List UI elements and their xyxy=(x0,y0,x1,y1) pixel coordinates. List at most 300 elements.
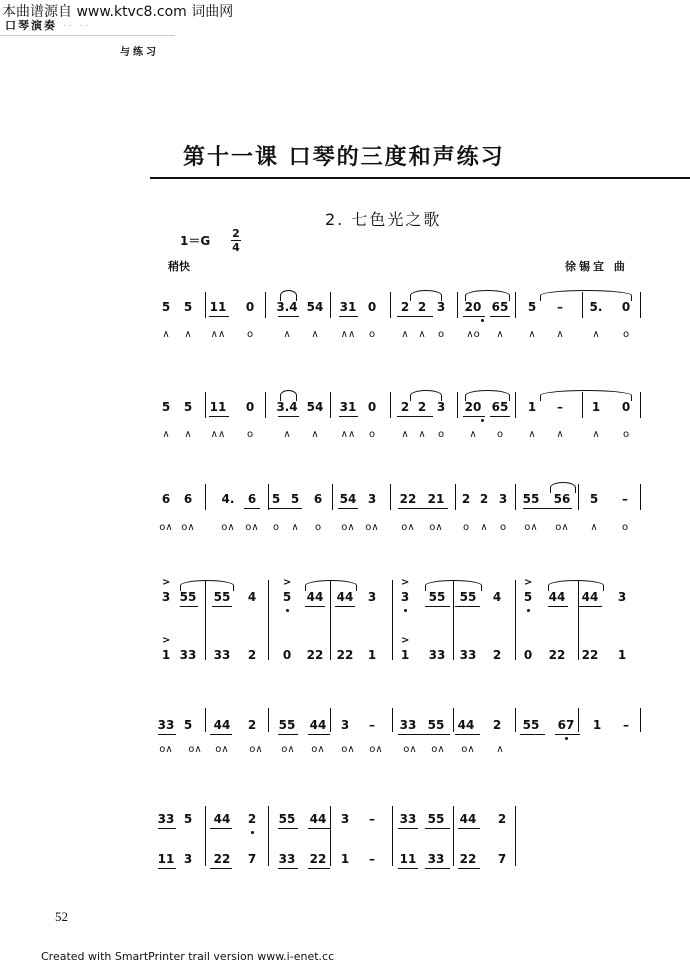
breath-mark: ∧ xyxy=(283,429,291,440)
breath-mark: 11 xyxy=(399,852,417,866)
note: 2 xyxy=(400,300,410,314)
slur-arc xyxy=(540,390,632,401)
breath-mark: 11 xyxy=(157,852,175,866)
note: 3 xyxy=(367,590,377,604)
barline xyxy=(578,708,579,732)
note: 2 xyxy=(497,812,507,826)
beam-underline xyxy=(398,734,450,735)
breath-mark: o xyxy=(621,522,629,533)
score-line-upper xyxy=(0,812,690,836)
note: 55 xyxy=(427,718,445,732)
breath-mark: 2 xyxy=(492,648,502,662)
octave-dot xyxy=(527,609,530,612)
beam-underline xyxy=(398,828,418,829)
note: 5. xyxy=(589,300,603,314)
beam-underline xyxy=(338,508,358,509)
note: 3 xyxy=(400,590,410,604)
barline xyxy=(640,292,641,318)
beam-underline xyxy=(158,868,176,869)
breath-mark: o xyxy=(272,522,280,533)
note: 44 xyxy=(336,590,354,604)
note: 31 xyxy=(339,300,357,314)
breath-mark: ∧∧ xyxy=(210,329,226,340)
title-rule xyxy=(150,177,690,179)
barline xyxy=(205,484,206,510)
key-signature: 1＝G xyxy=(180,234,211,248)
breath-mark: o∧ xyxy=(249,744,263,755)
breath-mark: 33 xyxy=(427,852,445,866)
beam-underline xyxy=(520,734,545,735)
breath-mark: o∧ xyxy=(401,522,415,533)
note: – xyxy=(369,718,375,732)
breath-mark: ∧ xyxy=(590,522,598,533)
breath-mark: o∧ xyxy=(188,744,202,755)
breath-mark: 22 xyxy=(306,648,324,662)
slur-arc xyxy=(180,580,234,591)
breath-mark: o xyxy=(246,429,254,440)
score-line-lower xyxy=(0,744,690,768)
breath-mark: ∧ xyxy=(556,329,564,340)
breath-mark: ∧ xyxy=(184,429,192,440)
note: 3.4 xyxy=(276,300,298,314)
note: 5 xyxy=(161,300,171,314)
note: 0 xyxy=(367,300,377,314)
barline xyxy=(640,708,641,732)
breath-mark: o∧ xyxy=(429,522,443,533)
beam-underline xyxy=(425,868,450,869)
beam-underline xyxy=(278,734,298,735)
breath-mark: o∧ xyxy=(341,744,355,755)
beam-underline xyxy=(158,828,176,829)
score-line-upper xyxy=(0,400,690,424)
barline xyxy=(265,292,266,318)
beam-underline xyxy=(548,606,568,607)
note: 56 xyxy=(553,492,571,506)
note: 3 xyxy=(436,300,446,314)
note: 33 xyxy=(399,718,417,732)
breath-mark: o xyxy=(246,329,254,340)
note: 3 xyxy=(340,718,350,732)
beam-underline xyxy=(209,316,229,317)
beam-underline xyxy=(398,508,448,509)
note: 54 xyxy=(306,300,324,314)
breath-mark: ∧∧ xyxy=(340,329,356,340)
beam-underline xyxy=(555,734,580,735)
score-line-upper xyxy=(0,718,690,742)
barline xyxy=(640,392,641,418)
breath-mark: ∧o xyxy=(466,329,480,340)
beam-underline xyxy=(578,606,602,607)
beam-underline xyxy=(278,416,299,417)
note: 44 xyxy=(581,590,599,604)
breath-mark: o xyxy=(368,429,376,440)
note: 65 xyxy=(491,300,509,314)
beam-underline xyxy=(425,606,450,607)
beam-underline xyxy=(455,606,480,607)
breath-mark: 33 xyxy=(213,648,231,662)
note: – xyxy=(557,300,563,314)
score-line-lower xyxy=(0,648,690,672)
beam-underline xyxy=(210,828,232,829)
accent-mark: > xyxy=(401,577,410,588)
breath-mark: o xyxy=(314,522,322,533)
note: 20 xyxy=(464,300,482,314)
score-line-upper xyxy=(0,590,690,614)
note: – xyxy=(557,400,563,414)
breath-mark: 2 xyxy=(247,648,257,662)
beam-underline xyxy=(305,606,325,607)
note: 55 xyxy=(278,718,296,732)
barline xyxy=(578,580,579,660)
octave-dot xyxy=(286,609,289,612)
note: 2 xyxy=(247,812,257,826)
note: 0 xyxy=(621,400,631,414)
note: 4. xyxy=(221,492,235,506)
note: 0 xyxy=(245,300,255,314)
tempo-marking: 稍快 xyxy=(168,260,190,273)
breath-mark: o∧ xyxy=(461,744,475,755)
note: 67 xyxy=(557,718,575,732)
breath-mark: o∧ xyxy=(369,744,383,755)
beam-underline xyxy=(455,734,480,735)
breath-mark: o∧ xyxy=(524,522,538,533)
barline xyxy=(205,292,206,318)
beam-underline xyxy=(209,416,229,417)
score-line-lower xyxy=(0,852,690,876)
breath-mark: o xyxy=(622,429,630,440)
breath-mark: 33 xyxy=(459,648,477,662)
breath-mark: ∧∧ xyxy=(340,429,356,440)
note: 5 xyxy=(523,590,533,604)
note: 55 xyxy=(522,492,540,506)
breath-mark: o∧ xyxy=(281,744,295,755)
breath-mark: o∧ xyxy=(181,522,195,533)
barline xyxy=(390,392,391,418)
time-denominator: 4 xyxy=(232,241,240,254)
octave-dot xyxy=(404,609,407,612)
beam-underline xyxy=(210,734,232,735)
note: 0 xyxy=(621,300,631,314)
accent-mark: > xyxy=(162,577,171,588)
beam-underline xyxy=(397,316,433,317)
breath-mark: ∧ xyxy=(162,429,170,440)
breath-mark: ∧ xyxy=(496,329,504,340)
breath-mark: o∧ xyxy=(221,522,235,533)
barline xyxy=(453,708,454,732)
note: 31 xyxy=(339,400,357,414)
barline xyxy=(268,806,269,866)
slur-arc xyxy=(465,290,510,301)
note: 3 xyxy=(436,400,446,414)
barline xyxy=(453,580,454,660)
barline xyxy=(578,484,579,510)
breath-mark: ∧ xyxy=(592,429,600,440)
breath-mark: o xyxy=(622,329,630,340)
slur-arc xyxy=(280,390,297,401)
note: 5 xyxy=(282,590,292,604)
note: – xyxy=(623,718,629,732)
beam-underline xyxy=(212,606,232,607)
slur-arc xyxy=(465,390,510,401)
beam-underline xyxy=(308,868,330,869)
breath-mark: 33 xyxy=(278,852,296,866)
beam-underline xyxy=(458,828,480,829)
breath-mark: o∧ xyxy=(311,744,325,755)
footer-credit: Created with SmartPrinter trail version www.i-enet.cc xyxy=(41,950,335,963)
barline xyxy=(455,484,456,510)
score-line-lower xyxy=(0,329,690,353)
beam-underline xyxy=(425,828,450,829)
note: 6 xyxy=(183,492,193,506)
note: 33 xyxy=(157,718,175,732)
beam-underline xyxy=(490,416,510,417)
breath-mark: ∧ xyxy=(528,329,536,340)
note: 6 xyxy=(247,492,257,506)
barline xyxy=(392,708,393,732)
note: 20 xyxy=(464,400,482,414)
barline xyxy=(330,392,331,418)
note: 5 xyxy=(183,718,193,732)
beam-underline xyxy=(308,828,330,829)
breath-mark: o∧ xyxy=(555,522,569,533)
note: 65 xyxy=(491,400,509,414)
barline xyxy=(390,484,391,510)
score-line-upper xyxy=(0,492,690,516)
breath-mark: 22 xyxy=(581,648,599,662)
note: 5 xyxy=(183,812,193,826)
header-line2: 与练习 xyxy=(120,47,159,58)
note: 11 xyxy=(209,400,227,414)
beam-underline xyxy=(210,868,232,869)
beam-underline xyxy=(268,508,302,509)
barline xyxy=(515,580,516,660)
breath-mark: 33 xyxy=(428,648,446,662)
breath-mark: ∧ xyxy=(311,429,319,440)
breath-mark: ∧ xyxy=(480,522,488,533)
breath-mark: o xyxy=(462,522,470,533)
beam-underline xyxy=(339,416,358,417)
note: 4 xyxy=(247,590,257,604)
breath-mark: – xyxy=(369,852,375,866)
chapter-title: 第十一课 口琴的三度和声练习 xyxy=(183,145,505,170)
breath-mark: 1 xyxy=(367,648,377,662)
breath-mark: o xyxy=(496,429,504,440)
breath-mark: ∧ xyxy=(184,329,192,340)
composer-credit: 徐锡宜 曲 xyxy=(565,260,628,273)
breath-mark: ∧ xyxy=(418,329,426,340)
page-number: 52 xyxy=(55,909,68,924)
breath-mark: 1 xyxy=(340,852,350,866)
note: 2 xyxy=(417,300,427,314)
breath-mark: 22 xyxy=(336,648,354,662)
octave-dot xyxy=(565,737,568,740)
beam-underline xyxy=(397,416,433,417)
time-signature xyxy=(231,228,241,253)
note: 11 xyxy=(209,300,227,314)
slur-arc xyxy=(425,580,482,591)
barline xyxy=(515,806,516,866)
breath-mark: ∧ xyxy=(556,429,564,440)
slur-arc xyxy=(550,482,576,493)
breath-mark: o∧ xyxy=(431,744,445,755)
accent-mark: > xyxy=(524,577,533,588)
beam-underline xyxy=(339,316,358,317)
barline xyxy=(205,708,206,732)
breath-mark: 0 xyxy=(523,648,533,662)
barline xyxy=(453,806,454,866)
note: 3 xyxy=(617,590,627,604)
beam-underline xyxy=(244,508,260,509)
breath-mark: 7 xyxy=(247,852,257,866)
note: 5 xyxy=(290,492,300,506)
note: 6 xyxy=(161,492,171,506)
note: 3 xyxy=(498,492,508,506)
note: 44 xyxy=(309,718,327,732)
note: 55 xyxy=(213,590,231,604)
note: 2 xyxy=(417,400,427,414)
breath-mark: ∧ xyxy=(311,329,319,340)
accent-mark: > xyxy=(401,635,410,646)
time-numerator: 2 xyxy=(232,227,240,240)
score-line-upper xyxy=(0,300,690,324)
barline xyxy=(265,392,266,418)
breath-mark: 22 xyxy=(459,852,477,866)
beam-underline xyxy=(158,734,176,735)
note: 44 xyxy=(459,812,477,826)
barline xyxy=(268,580,269,660)
score-line-lower xyxy=(0,429,690,453)
barline xyxy=(268,484,269,510)
beam-underline xyxy=(180,606,198,607)
note: 5 xyxy=(527,300,537,314)
breath-mark: o∧ xyxy=(365,522,379,533)
barline xyxy=(330,580,331,660)
beam-underline xyxy=(278,868,298,869)
note: 2 xyxy=(400,400,410,414)
breath-mark: ∧ xyxy=(291,522,299,533)
note: 22 xyxy=(399,492,417,506)
note: 2 xyxy=(461,492,471,506)
note: 5 xyxy=(161,400,171,414)
slur-arc xyxy=(410,390,442,401)
breath-mark: o xyxy=(368,329,376,340)
note: 5 xyxy=(271,492,281,506)
note: 1 xyxy=(591,400,601,414)
note: 0 xyxy=(245,400,255,414)
breath-mark: ∧∧ xyxy=(210,429,226,440)
breath-mark: 22 xyxy=(213,852,231,866)
barline xyxy=(392,580,393,660)
breath-mark: o∧ xyxy=(159,744,173,755)
barline xyxy=(515,708,516,732)
song-title: 2. 七色光之歌 xyxy=(325,210,442,229)
barline xyxy=(268,708,269,732)
note: 54 xyxy=(306,400,324,414)
note: 2 xyxy=(479,492,489,506)
barline xyxy=(515,292,516,318)
beam-underline xyxy=(335,606,355,607)
breath-mark: 3 xyxy=(183,852,193,866)
barline xyxy=(390,292,391,318)
note: 6 xyxy=(313,492,323,506)
note: 4 xyxy=(492,590,502,604)
slur-arc xyxy=(305,580,357,591)
breath-mark: o∧ xyxy=(215,744,229,755)
beam-underline xyxy=(278,316,299,317)
note: 55 xyxy=(428,590,446,604)
note: 5 xyxy=(183,400,193,414)
breath-mark: ∧ xyxy=(401,429,409,440)
barline xyxy=(205,580,206,660)
note: 5 xyxy=(589,492,599,506)
barline xyxy=(457,292,458,318)
note: 3 xyxy=(161,590,171,604)
breath-mark: 22 xyxy=(548,648,566,662)
note: – xyxy=(369,812,375,826)
barline xyxy=(392,806,393,866)
breath-mark: 0 xyxy=(282,648,292,662)
beam-underline xyxy=(308,734,330,735)
note: 33 xyxy=(157,812,175,826)
running-header: 口琴演奏 ·· ·· xyxy=(5,19,91,32)
barline xyxy=(640,484,641,510)
breath-mark: 1 xyxy=(617,648,627,662)
breath-mark: o xyxy=(437,429,445,440)
slur-arc xyxy=(548,580,604,591)
note: 33 xyxy=(399,812,417,826)
breath-mark: o∧ xyxy=(159,522,173,533)
octave-dot xyxy=(481,419,484,422)
breath-mark: ∧ xyxy=(283,329,291,340)
note: 44 xyxy=(306,590,324,604)
breath-mark: o∧ xyxy=(245,522,259,533)
note: 3 xyxy=(340,812,350,826)
barline xyxy=(515,392,516,418)
breath-mark: 1 xyxy=(161,648,171,662)
breath-mark: ∧ xyxy=(592,329,600,340)
beam-underline xyxy=(278,828,298,829)
note: 21 xyxy=(427,492,445,506)
barline xyxy=(330,806,331,866)
beam-underline xyxy=(458,868,480,869)
breath-mark: o∧ xyxy=(341,522,355,533)
note: 55 xyxy=(459,590,477,604)
barline xyxy=(332,484,333,510)
watermark-text: 本曲谱源自 www.ktvc8.com 词曲网 xyxy=(2,4,234,20)
note: 55 xyxy=(179,590,197,604)
breath-mark: ∧ xyxy=(401,329,409,340)
accent-mark: > xyxy=(283,577,292,588)
note: 44 xyxy=(309,812,327,826)
barline xyxy=(205,392,206,418)
octave-dot xyxy=(251,831,254,834)
breath-mark: 22 xyxy=(309,852,327,866)
header-line1: 口琴演奏 xyxy=(5,19,57,32)
breath-mark: ∧ xyxy=(528,429,536,440)
note: 3 xyxy=(367,492,377,506)
beam-underline xyxy=(490,316,510,317)
breath-mark: o xyxy=(437,329,445,340)
note: 2 xyxy=(492,718,502,732)
barline xyxy=(457,392,458,418)
beam-underline xyxy=(523,508,572,509)
breath-mark: ∧ xyxy=(162,329,170,340)
note: 1 xyxy=(527,400,537,414)
note: 44 xyxy=(213,718,231,732)
barline xyxy=(515,484,516,510)
beam-underline xyxy=(463,316,485,317)
note: 44 xyxy=(457,718,475,732)
